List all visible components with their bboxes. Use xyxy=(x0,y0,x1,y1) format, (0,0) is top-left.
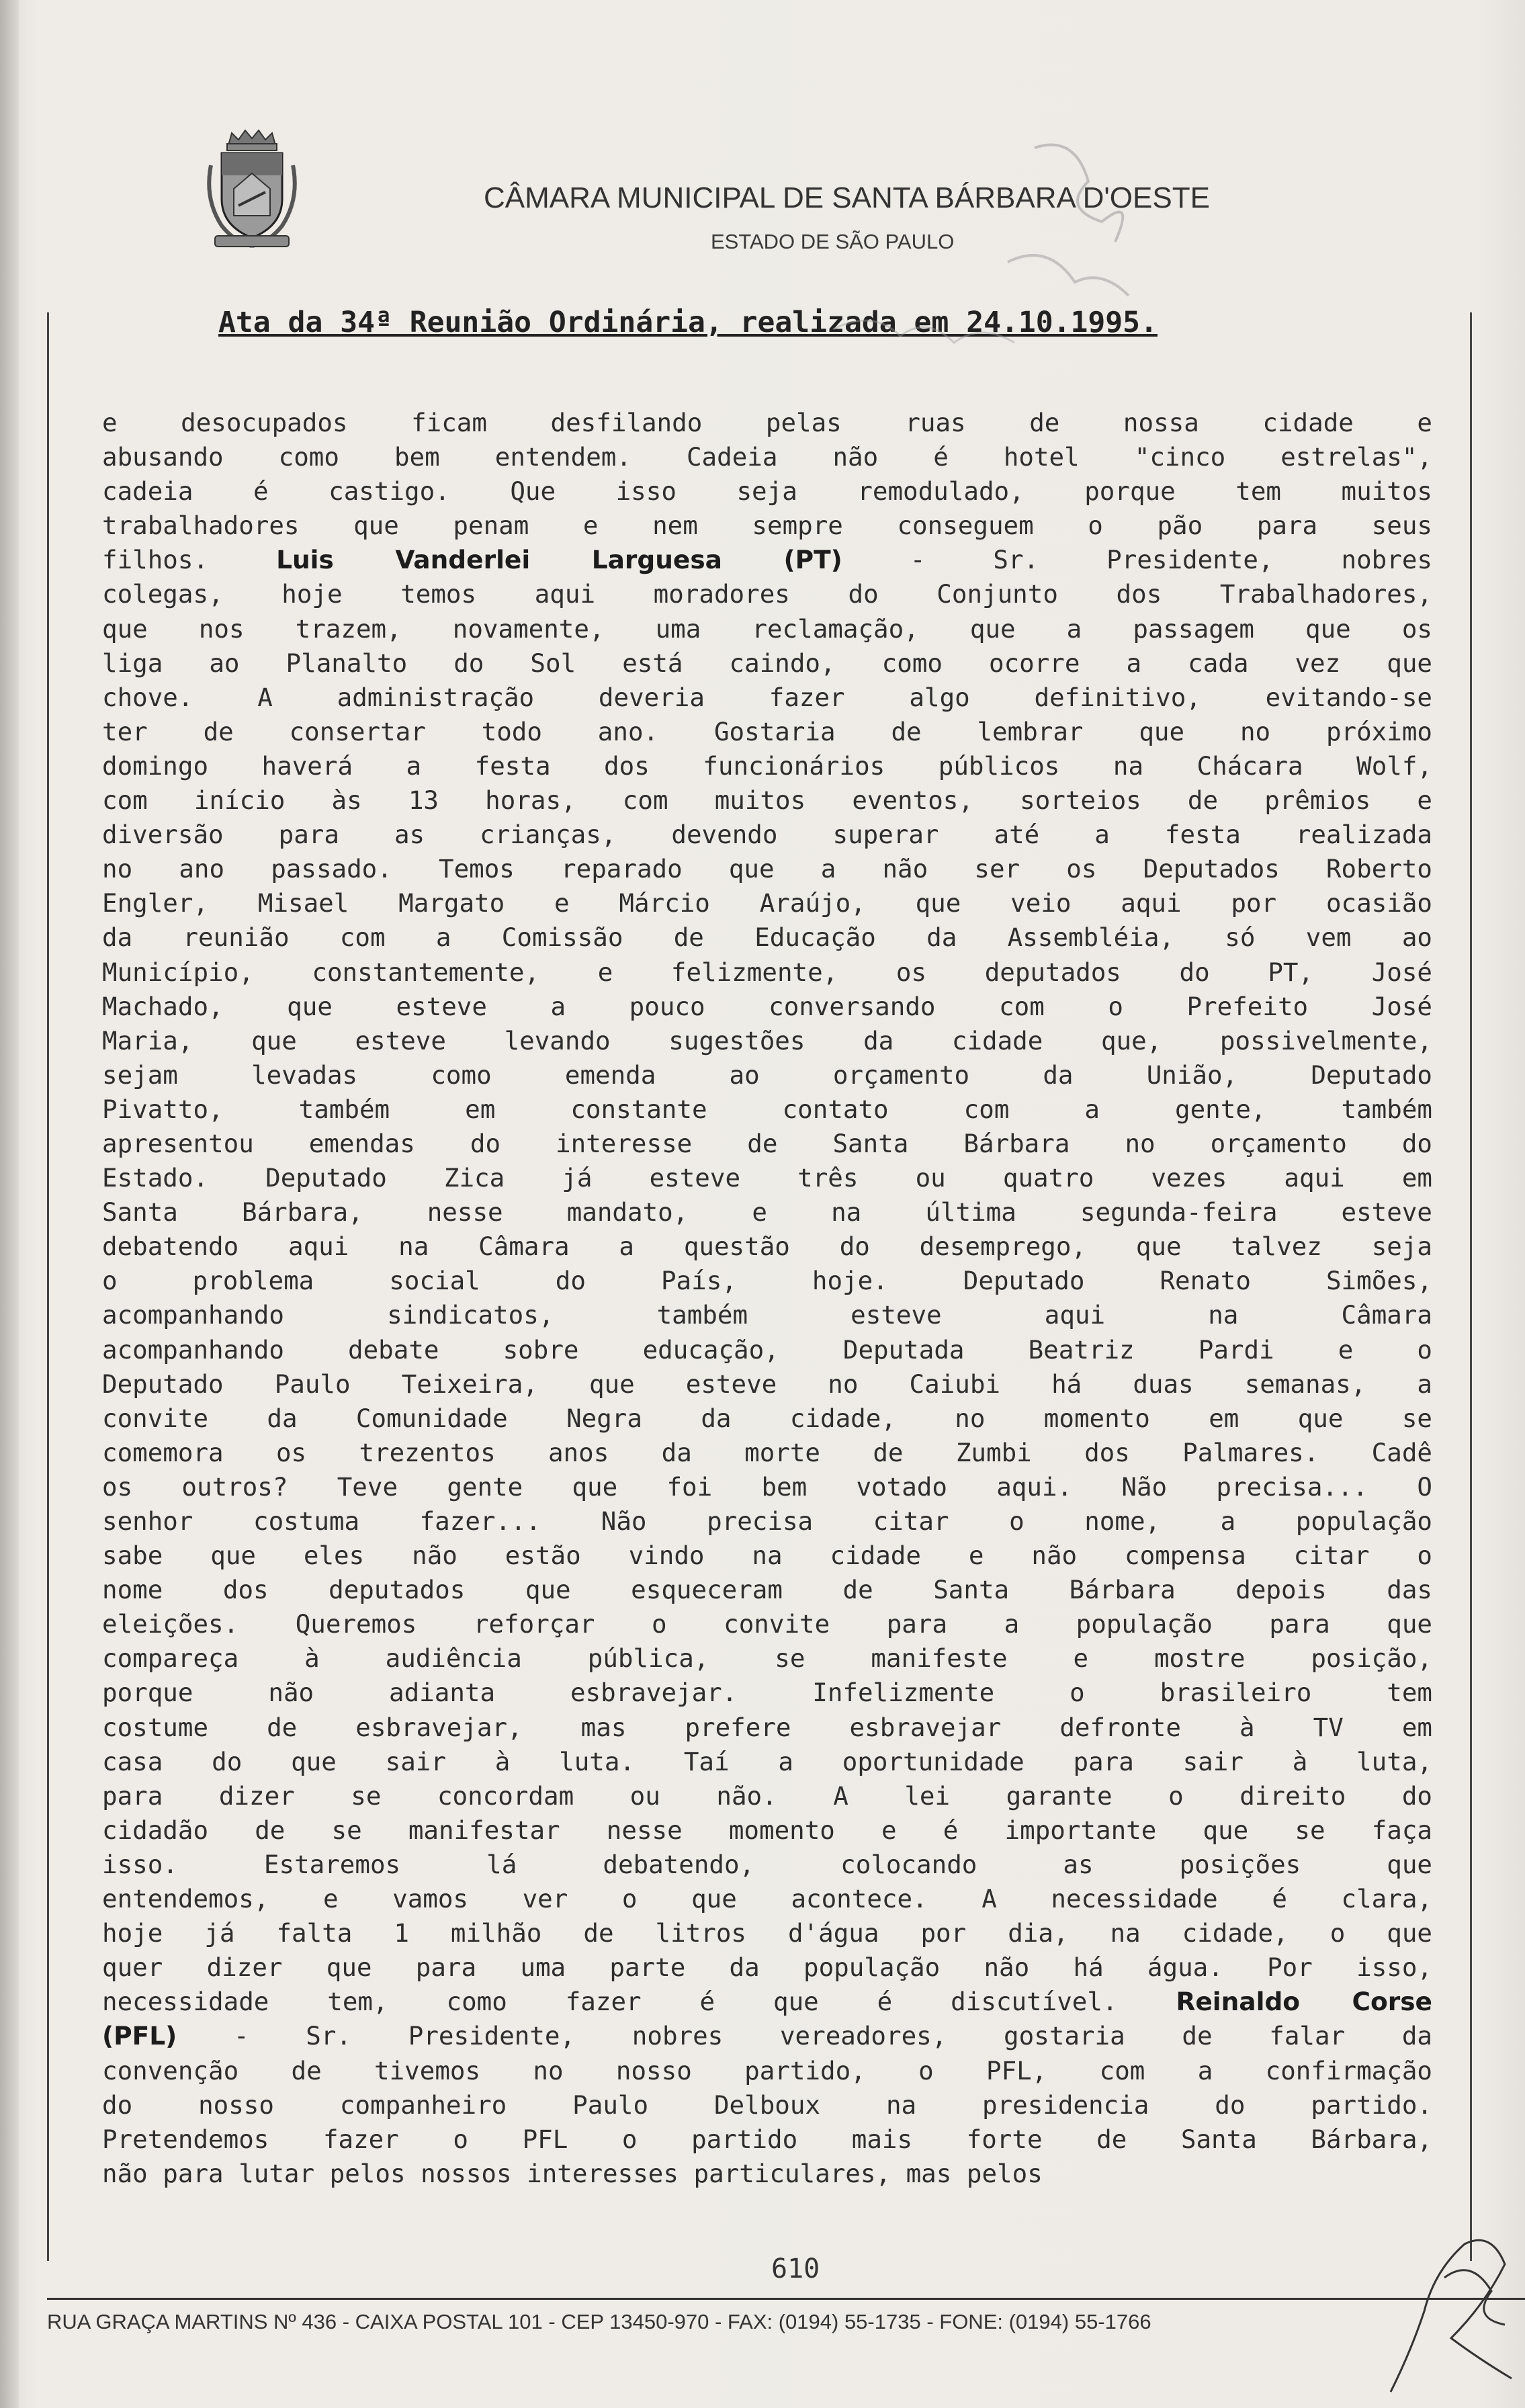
text-segment: e desocupados ficam desfilando pelas ruas de nossa cidade e xyxy=(102,408,1432,437)
text-line xyxy=(102,955,1432,990)
text-segment: entendemos, e vamos ver o que acontece. A necessidade é clara, xyxy=(102,1884,1432,1914)
text-line xyxy=(102,440,1432,474)
text-segment: acompanhando sindicatos, também esteve aqui na Câmara xyxy=(102,1300,1432,1330)
text-segment: não para lutar pelos nossos interesses particulares, mas pelos xyxy=(102,2158,1043,2188)
text-line xyxy=(102,1436,1432,1470)
text-line xyxy=(102,1127,1432,1161)
text-segment: quer dizer que para uma parte da população não há água. Por isso, xyxy=(102,1952,1432,1983)
text-segment: colegas, hoje temos aqui moradores do Conjunto dos Trabalhadores, xyxy=(102,579,1432,609)
text-line xyxy=(102,681,1432,715)
text-segment: liga ao Planalto do Sol está caindo, como ocorre a cada vez que xyxy=(102,648,1432,678)
text-line xyxy=(102,1882,1432,1916)
text-line xyxy=(102,1092,1432,1127)
left-margin-rule xyxy=(47,312,49,2261)
text-segment: apresentou emendas do interesse de Santa Bárbara no orçamento do xyxy=(102,1128,1432,1158)
text-line xyxy=(102,1195,1432,1230)
text-line xyxy=(102,818,1432,852)
text-segment: nome dos deputados que esqueceram de Santa Bárbara depois das xyxy=(102,1575,1432,1605)
text-segment: do nosso companheiro Paulo Delboux na presidencia do partido. xyxy=(102,2090,1432,2120)
text-segment: sejam levadas como emenda ao orçamento da União, Deputado xyxy=(102,1060,1432,1090)
footer-address: RUA GRAÇA MARTINS Nº 436 - CAIXA POSTAL 101 - CEP 13450-970 - FAX: (0194) 55-1735 - FONE: (0194) 55-1766 xyxy=(47,2310,1151,2333)
text-line xyxy=(102,543,1432,577)
text-line xyxy=(102,1161,1432,1195)
text-line xyxy=(102,2088,1432,2122)
text-line xyxy=(102,1848,1432,1882)
text-line xyxy=(102,1367,1432,1402)
text-line xyxy=(102,2157,1432,2191)
text-line xyxy=(102,406,1432,440)
text-segment: - Sr. Presidente, nobres xyxy=(842,545,1432,575)
text-segment: Deputado Paulo Teixeira, que esteve no Caiubi há duas semanas, a xyxy=(102,1369,1432,1399)
text-segment: diversão para as crianças, devendo superar até a festa realizada xyxy=(102,820,1432,850)
text-line xyxy=(102,1985,1432,2019)
text-line xyxy=(102,1298,1432,1332)
text-line xyxy=(102,474,1432,509)
page-number: 610 xyxy=(771,2253,820,2284)
text-segment: cidadão de se manifestar nesse momento e é importante que se faça xyxy=(102,1815,1432,1845)
text-line xyxy=(102,1916,1432,1950)
text-line xyxy=(102,1333,1432,1367)
text-segment: que nos trazem, novamente, uma reclamação, que a passagem que os xyxy=(102,613,1432,644)
text-line xyxy=(102,1607,1432,1641)
text-segment: Machado, que esteve a pouco conversando com o Prefeito José xyxy=(102,991,1432,1021)
text-segment: no ano passado. Temos reparado que a não ser os Deputados Roberto xyxy=(102,854,1432,884)
text-segment: compareça à audiência pública, se manifeste e mostre posição, xyxy=(102,1643,1432,1674)
text-segment: os outros? Teve gente que foi bem votado aqui. Não precisa... O xyxy=(102,1471,1432,1502)
text-segment: porque não adianta esbravejar. Infelizmente o brasileiro tem xyxy=(102,1678,1432,1708)
text-line xyxy=(102,1745,1432,1779)
text-segment: Pivatto, também em constante contato com a gente, também xyxy=(102,1094,1432,1124)
signature-icon xyxy=(1370,2204,1525,2405)
text-segment: necessidade tem, como fazer é que é discutível. xyxy=(102,1987,1176,2017)
text-segment: Município, constantemente, e felizmente, os deputados do PT, José xyxy=(102,957,1432,987)
text-line xyxy=(102,612,1432,646)
text-segment: acompanhando debate sobre educação, Deputada Beatriz Pardi e o xyxy=(102,1334,1432,1365)
text-segment: comemora os trezentos anos da morte de Zumbi dos Palmares. Cadê xyxy=(102,1437,1432,1467)
text-segment: Engler, Misael Margato e Márcio Araújo, que veio aqui por ocasião xyxy=(102,888,1432,918)
text-segment: Estado. Deputado Zica já esteve três ou quatro vezes aqui em xyxy=(102,1163,1432,1193)
text-line xyxy=(102,920,1432,955)
state-name: ESTADO DE SÃO PAULO xyxy=(711,230,955,253)
text-segment: senhor costuma fazer... Não precisa citar o nome, a população xyxy=(102,1506,1432,1536)
text-line xyxy=(102,2054,1432,2088)
text-line xyxy=(102,1024,1432,1058)
text-line xyxy=(102,509,1432,543)
text-line xyxy=(102,1402,1432,1436)
text-segment: Maria, que esteve levando sugestões da cidade que, possivelmente, xyxy=(102,1025,1432,1056)
text-segment: da reunião com a Comissão de Educação da Assembléia, só vem ao xyxy=(102,922,1432,953)
speaker-name: (PFL) xyxy=(102,2021,177,2051)
municipal-crest-icon xyxy=(202,125,302,253)
text-line xyxy=(102,1470,1432,1504)
text-segment: ter de consertar todo ano. Gostaria de lembrar que no próximo xyxy=(102,716,1432,746)
text-segment: trabalhadores que penam e nem sempre conseguem o pão para seus xyxy=(102,511,1432,541)
speaker-name: Reinaldo Corse xyxy=(1176,1987,1432,2017)
speaker-name: Luis Vanderlei Larguesa (PT) xyxy=(276,545,842,575)
text-line xyxy=(102,1676,1432,1710)
text-segment: abusando como bem entendem. Cadeia não é hotel "cinco estrelas", xyxy=(102,442,1432,472)
text-line xyxy=(102,1504,1432,1539)
text-line xyxy=(102,577,1432,611)
text-line xyxy=(102,1641,1432,1676)
text-line xyxy=(102,886,1432,920)
text-segment: com início às 13 horas, com muitos eventos, sorteios de prêmios e xyxy=(102,785,1432,816)
text-line xyxy=(102,783,1432,818)
document-title: Ata da 34ª Reunião Ordinária, realizada em 24.10.1995. xyxy=(218,306,1158,339)
signature-stamp-icon xyxy=(699,108,1236,403)
text-line xyxy=(102,1230,1432,1264)
text-line xyxy=(102,1813,1432,1848)
text-line xyxy=(102,1950,1432,1985)
right-margin-rule xyxy=(1470,312,1472,2261)
text-line xyxy=(102,1539,1432,1573)
text-line xyxy=(102,1058,1432,1092)
text-line xyxy=(102,715,1432,749)
text-line xyxy=(102,2019,1432,2053)
text-segment: convite da Comunidade Negra da cidade, no momento em que se xyxy=(102,1403,1432,1433)
text-line xyxy=(102,1573,1432,1607)
text-segment: debatendo aqui na Câmara a questão do desemprego, que talvez seja xyxy=(102,1232,1432,1262)
text-segment: domingo haverá a festa dos funcionários públicos na Chácara Wolf, xyxy=(102,750,1432,781)
text-segment: hoje já falta 1 milhão de litros d'água por dia, na cidade, o que xyxy=(102,1918,1432,1948)
text-line xyxy=(102,1711,1432,1745)
text-segment: - Sr. Presidente, nobres vereadores, gostaria de falar da xyxy=(177,2021,1432,2051)
footer-rule xyxy=(47,2298,1525,2300)
text-line xyxy=(102,852,1432,886)
minutes-body xyxy=(102,406,1432,2191)
text-segment: convenção de tivemos no nosso partido, o PFL, com a confirmação xyxy=(102,2055,1432,2086)
text-segment: casa do que sair à luta. Taí a oportunidade para sair à luta, xyxy=(102,1746,1432,1776)
text-segment: filhos. xyxy=(102,545,277,575)
text-segment: isso. Estaremos lá debatendo, colocando as posições que xyxy=(102,1849,1432,1879)
text-segment: sabe que eles não estão vindo na cidade e não compensa citar o xyxy=(102,1541,1432,1571)
text-segment: costume de esbravejar, mas prefere esbravejar defronte à TV em xyxy=(102,1712,1432,1742)
text-line xyxy=(102,646,1432,681)
text-segment: eleições. Queremos reforçar o convite para a população para que xyxy=(102,1609,1432,1639)
text-segment: Santa Bárbara, nesse mandato, e na última segunda-feira esteve xyxy=(102,1197,1432,1228)
text-segment: cadeia é castigo. Que isso seja remodulado, porque tem muitos xyxy=(102,476,1432,507)
text-segment: Pretendemos fazer o PFL o partido mais forte de Santa Bárbara, xyxy=(102,2124,1432,2154)
text-segment: o problema social do País, hoje. Deputado Renato Simões, xyxy=(102,1266,1432,1296)
text-line xyxy=(102,749,1432,783)
text-line xyxy=(102,990,1432,1024)
institution-name: CÂMARA MUNICIPAL DE SANTA BÁRBARA D'OESTE xyxy=(484,181,1210,214)
text-line xyxy=(102,1264,1432,1298)
text-line xyxy=(102,1779,1432,1813)
text-segment: chove. A administração deveria fazer algo definitivo, evitando-se xyxy=(102,682,1432,712)
binding-edge xyxy=(0,0,19,2408)
text-segment: para dizer se concordam ou não. A lei garante o direito do xyxy=(102,1780,1432,1811)
text-line xyxy=(102,2122,1432,2157)
